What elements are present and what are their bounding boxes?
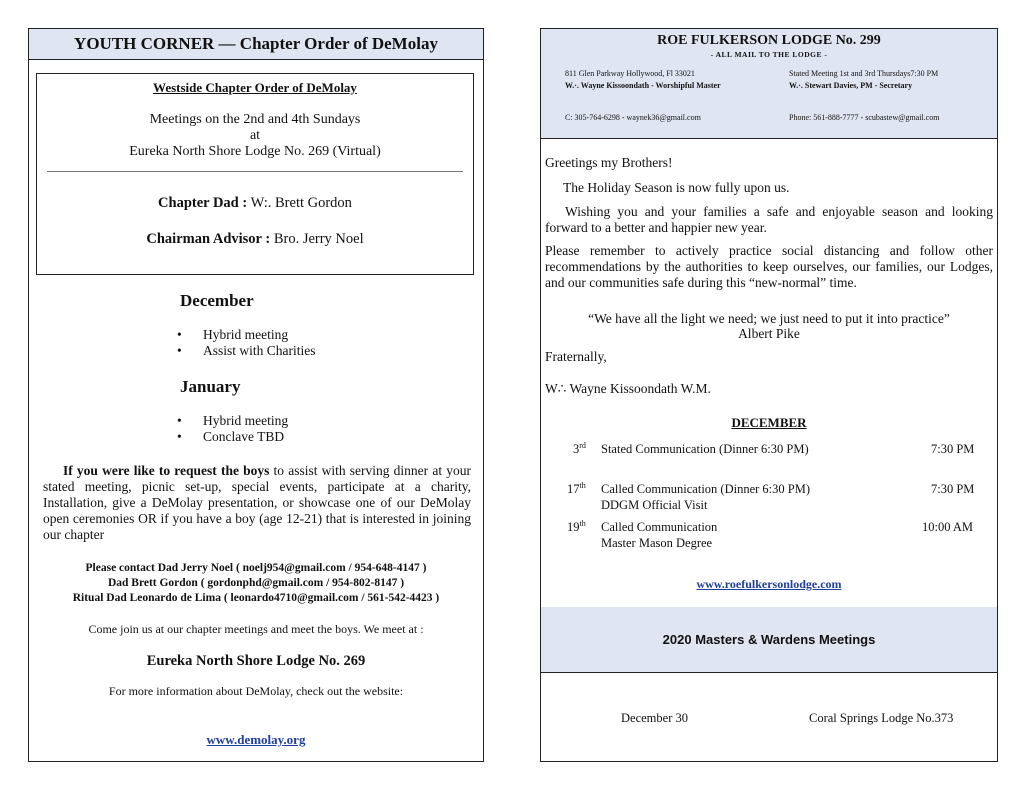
demolay-website-wrap bbox=[29, 732, 483, 748]
event-time: 7:30 PM bbox=[931, 442, 975, 456]
chapter-info-box bbox=[36, 73, 474, 275]
chairman-advisor-line bbox=[37, 231, 473, 248]
event-description: Called Communication (Dinner 6:30 PM) bbox=[601, 482, 811, 496]
request-paragraph bbox=[43, 463, 471, 543]
contact-line: Dad Brett Gordon ( gordonphd@gmail.com / 954-802-8147 ) bbox=[107, 577, 405, 589]
youth-corner-panel bbox=[28, 28, 484, 762]
month-heading-december: December bbox=[180, 291, 254, 310]
chairman-advisor-name: Bro. Jerry Noel bbox=[273, 231, 364, 247]
greeting: Greetings my Brothers! bbox=[545, 155, 673, 170]
event-subdescription: Master Mason Degree bbox=[601, 536, 713, 550]
event-time: 10:00 AM bbox=[922, 520, 974, 534]
lodge-header bbox=[541, 29, 997, 139]
closing: Fraternally, bbox=[545, 349, 607, 364]
masters-wardens-header bbox=[541, 607, 997, 673]
event-description: Stated Communication (Dinner 6:30 PM) bbox=[601, 442, 809, 456]
lodge-address: 811 Glen Parkway Hollywood, Fl 33021 bbox=[565, 69, 695, 78]
lodge-title: ROE FULKERSON LODGE No. 299 bbox=[657, 33, 881, 48]
meeting-line-2: at bbox=[249, 128, 261, 143]
chapter-dad-label: Chapter Dad : bbox=[158, 195, 248, 211]
meeting-lodge-name: Eureka North Shore Lodge No. 269 bbox=[146, 653, 366, 669]
january-item: • Conclave TBD bbox=[203, 429, 284, 445]
chapter-divider bbox=[47, 171, 463, 172]
message-para-1: The Holiday Season is now fully upon us. bbox=[563, 180, 790, 195]
lodge-subtitle: - ALL MAIL TO THE LODGE - bbox=[710, 50, 828, 59]
mw-meeting-location: Coral Springs Lodge No.373 bbox=[809, 711, 954, 725]
chapter-title: Westside Chapter Order of DeMolay bbox=[153, 80, 357, 95]
contact-line: Ritual Dad Leonardo de Lima ( leonardo4710@gmail.com / 561-542-4423 ) bbox=[72, 592, 440, 604]
message-para-3: Please remember to actively practice social distancing and follow other recommendations by the authorities to keep ourselves, our families, our Lodges, and our communities safe during this “new-normal” time. bbox=[545, 243, 993, 290]
master-contact: C: 305-764-6298 - waynek36@gmail.com bbox=[565, 113, 701, 122]
join-text: Come join us at our chapter meetings and meet the boys. We meet at : bbox=[88, 622, 424, 636]
worshipful-master: W.·. Wayne Kissoondath - Worshipful Master bbox=[565, 81, 721, 90]
event-day: 3rd bbox=[573, 441, 586, 457]
lodge-panel bbox=[540, 28, 998, 762]
december-item: • Assist with Charities bbox=[203, 343, 316, 359]
lodge-website-wrap bbox=[541, 577, 997, 592]
lodge-secretary: W.·. Stewart Davies, PM - Secretary bbox=[789, 81, 913, 90]
signature: W∴ Wayne Kissoondath W.M. bbox=[545, 381, 711, 396]
chapter-dad-line bbox=[37, 195, 473, 212]
request-lead: If you were like to request the boys bbox=[63, 463, 270, 478]
event-day: 17th bbox=[567, 481, 586, 497]
event-subdescription: DDGM Official Visit bbox=[601, 498, 708, 512]
secretary-contact: Phone: 561-888-7777 - scubastew@gmail.com bbox=[789, 113, 940, 122]
event-day: 19th bbox=[567, 519, 586, 535]
chapter-dad-name: W:. Brett Gordon bbox=[250, 195, 352, 211]
event-description: Called Communication bbox=[601, 520, 718, 534]
quote-author: Albert Pike bbox=[738, 326, 800, 341]
calendar-title: DECEMBER bbox=[731, 415, 807, 430]
stated-meeting: Stated Meeting 1st and 3rd Thursdays7:30 PM bbox=[789, 69, 939, 78]
meeting-line-1: Meetings on the 2nd and 4th Sundays bbox=[149, 112, 361, 127]
pike-quote: “We have all the light we need; we just need to put it into practice” bbox=[588, 311, 950, 326]
meeting-line-3: Eureka North Shore Lodge No. 269 (Virtual) bbox=[129, 144, 381, 159]
month-heading-january: January bbox=[180, 377, 241, 396]
january-item: • Hybrid meeting bbox=[203, 413, 288, 429]
request-body: to assist with serving dinner at your stated meeting, picnic set-up, special events, participate at a charity, Installation, give a DeMolay presentation, or showcase one of our DeMolay open ceremonies OR if you have a boy (age 12-21) that is interested in joining our chapter bbox=[43, 463, 471, 542]
lodge-website-link[interactable]: www.roefulkersonlodge.com bbox=[696, 577, 842, 591]
info-text: For more information about DeMolay, check out the website: bbox=[108, 684, 404, 698]
demolay-website-link[interactable]: www.demolay.org bbox=[206, 732, 306, 747]
contact-line: Please contact Dad Jerry Noel ( noelj954@gmail.com / 954-648-4147 ) bbox=[85, 562, 427, 574]
masters-wardens-title: 2020 Masters & Wardens Meetings bbox=[662, 632, 876, 647]
event-time: 7:30 PM bbox=[931, 482, 975, 496]
december-item: • Hybrid meeting bbox=[203, 327, 288, 343]
message-para-2: Wishing you and your families a safe and enjoyable season and looking forward to a better and happier new year. bbox=[545, 204, 993, 235]
youth-corner-header: YOUTH CORNER — Chapter Order of DeMolay bbox=[29, 29, 483, 60]
mw-meeting-date: December 30 bbox=[621, 711, 688, 725]
chairman-advisor-label: Chairman Advisor : bbox=[146, 231, 271, 247]
